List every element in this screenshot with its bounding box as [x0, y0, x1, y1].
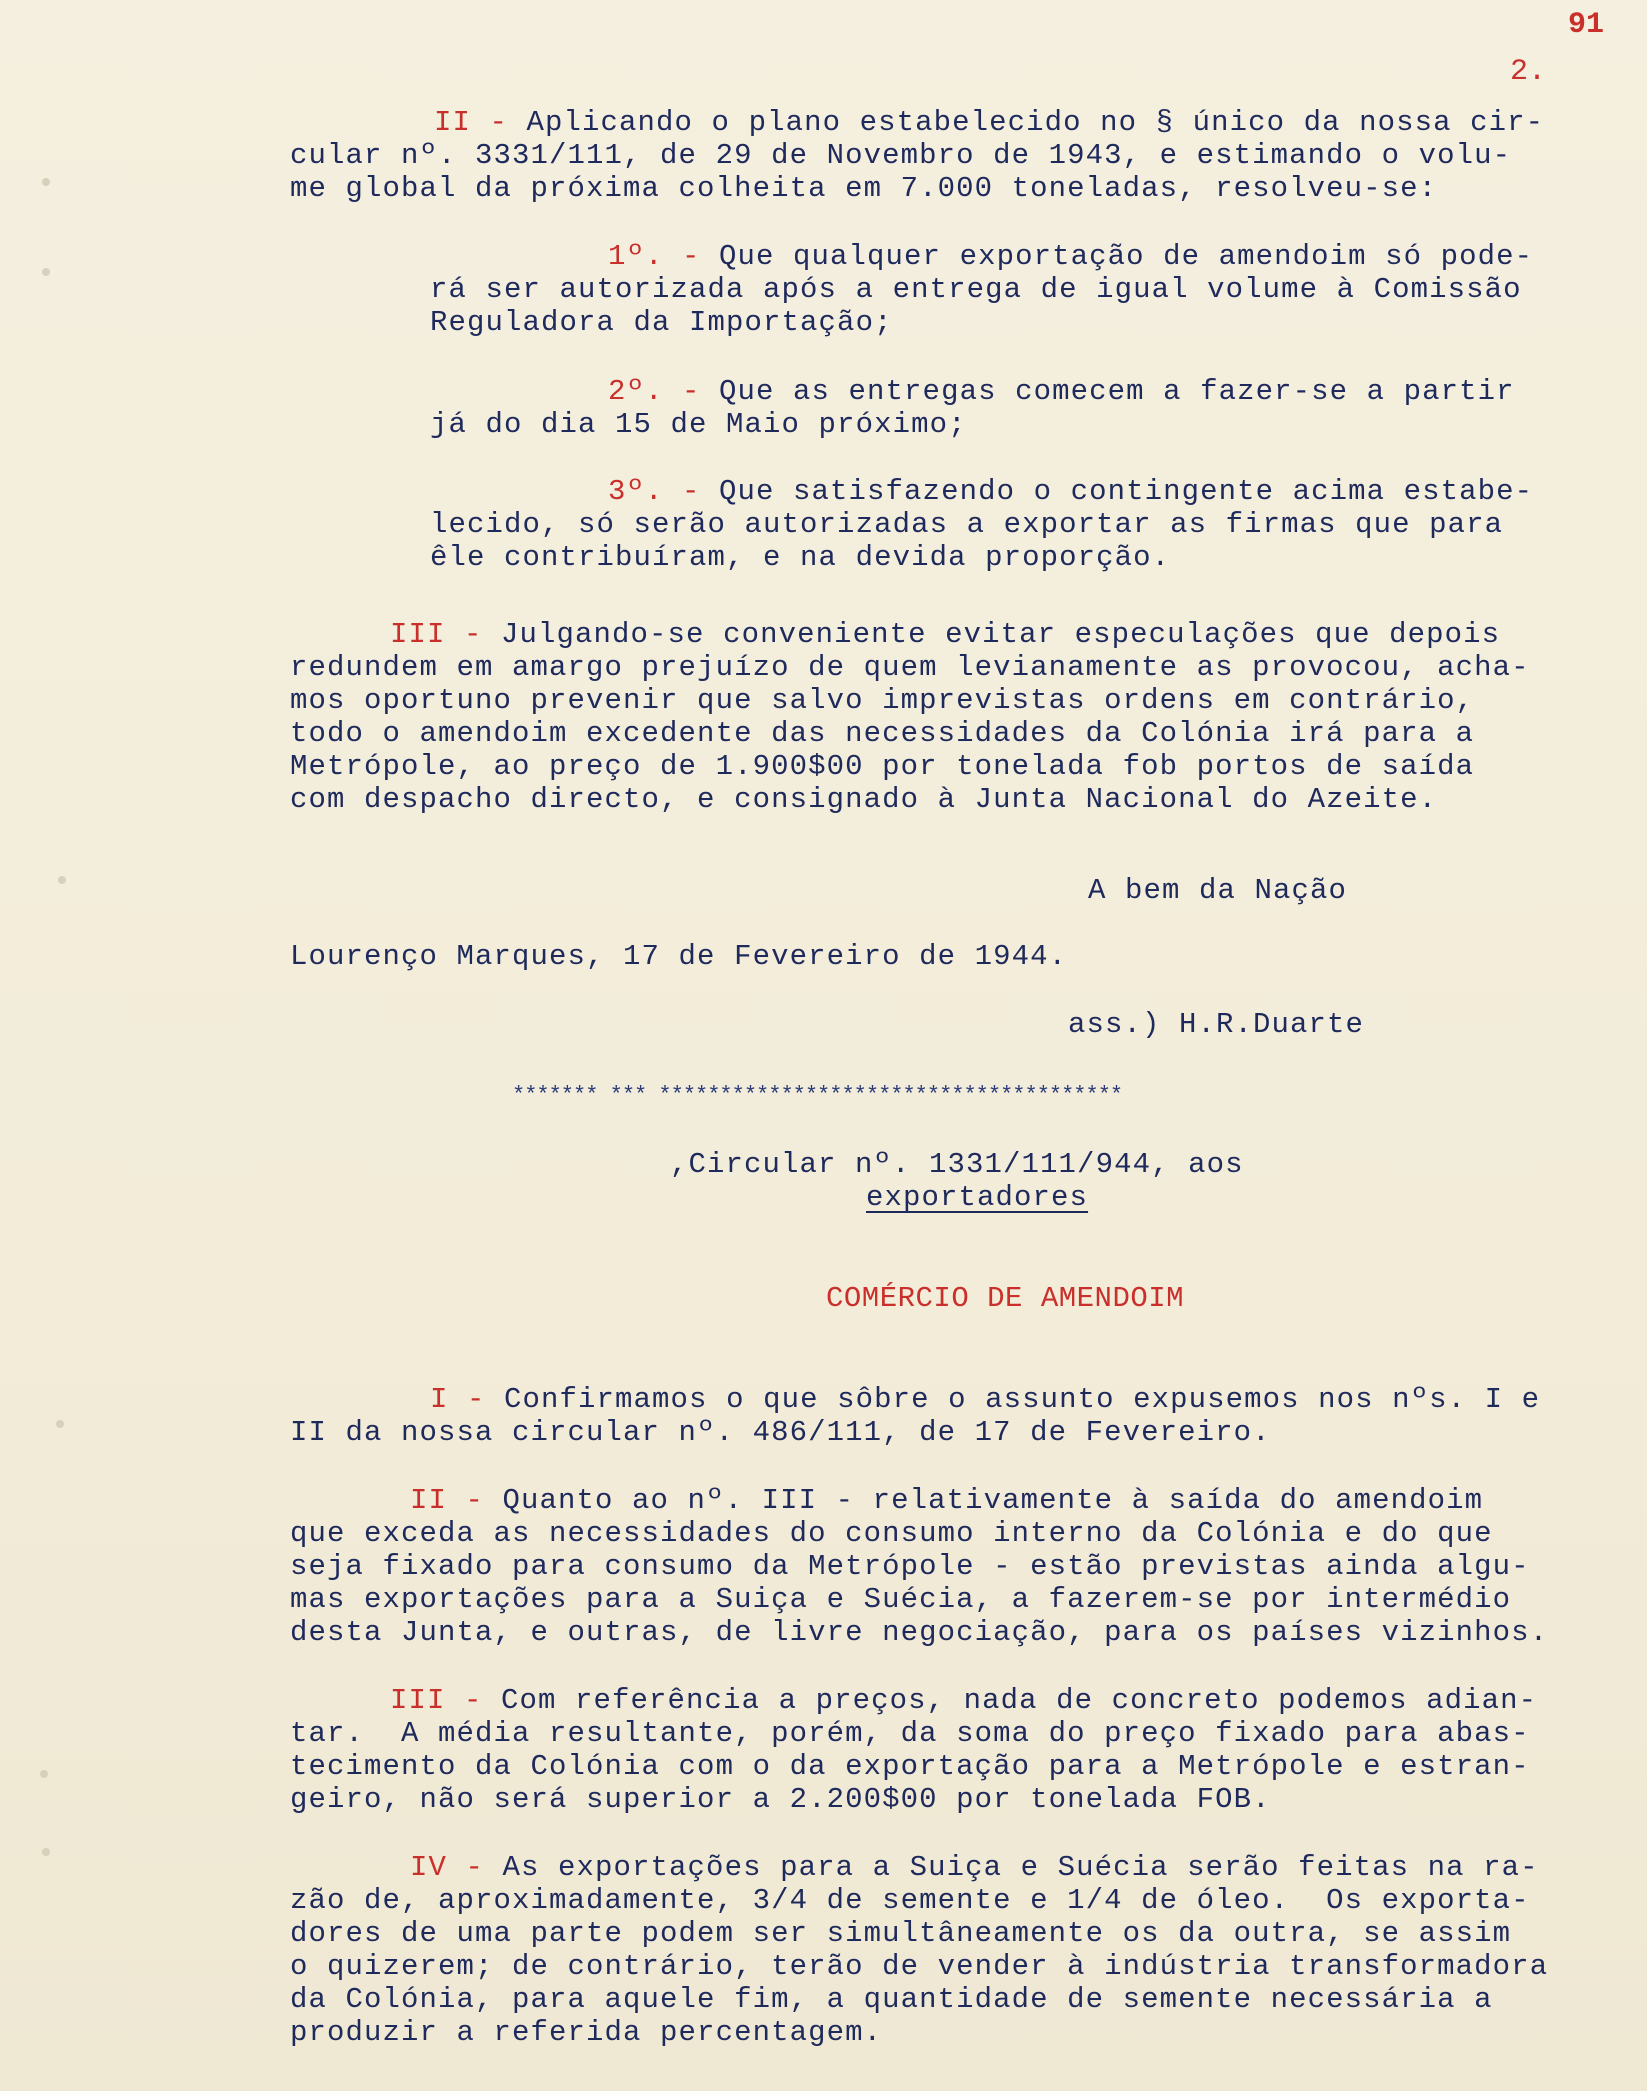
margin-mark	[40, 1770, 48, 1778]
item-2-line-1	[608, 375, 1515, 409]
text: Que satisfazendo o contingente acima estabe-	[719, 475, 1534, 508]
section-label: II -	[410, 1484, 485, 1517]
text: As exportações para a Suiça e Suécia serão feitas na ra-	[502, 1851, 1539, 1884]
c-section-I-line-2: II da nossa circular nº. 486/111, de 17 de Fevereiro.	[290, 1416, 1271, 1449]
section-II-line-3: me global da próxima colheita em 7.000 toneladas, resolveu-se:	[290, 172, 1438, 205]
item-3-line-1	[608, 475, 1533, 509]
margin-mark	[58, 876, 66, 884]
margin-mark	[42, 268, 50, 276]
item-1-line-1	[608, 240, 1533, 274]
c-section-II-line-5: desta Junta, e outras, de livre negociação, para os países vizinhos.	[290, 1616, 1549, 1649]
c-section-IV-line-3: dores de uma parte podem ser simultâneamente os da outra, se assim	[290, 1917, 1512, 1950]
c-section-IV-line-5: da Colónia, para aquele fim, a quantidade de semente necessária a	[290, 1983, 1493, 2016]
c-section-III-line-2: tar. A média resultante, porém, da soma do preço fixado para abas-	[290, 1717, 1530, 1750]
section-label: IV -	[410, 1851, 485, 1884]
section-III-line-6: com despacho directo, e consignado à Junta Nacional do Azeite.	[290, 783, 1438, 816]
section-III-line-2: redundem em amargo prejuízo de quem levianamente as provocou, acha-	[290, 651, 1530, 684]
folio-number: 91	[1568, 8, 1605, 42]
c-section-III-line-1	[390, 1684, 1537, 1718]
c-section-II-line-1	[410, 1484, 1483, 1518]
c-section-IV-line-2: zão de, aproximadamente, 3/4 de semente e 1/4 de óleo. Os exporta-	[290, 1884, 1530, 1917]
circular-heading: COMÉRCIO DE AMENDOIM	[826, 1282, 1185, 1315]
section-label: II -	[434, 106, 509, 139]
text: Que as entregas comecem a fazer-se a partir	[719, 375, 1515, 408]
margin-mark	[42, 1848, 50, 1856]
text: Confirmamos o que sôbre o assunto expusemos nos nºs. I e	[504, 1383, 1541, 1416]
text: Aplicando o plano estabelecido no § único da nossa cir-	[526, 106, 1545, 139]
section-label: III -	[390, 1684, 483, 1717]
c-section-II-line-3: seja fixado para consumo da Metrópole - estão previstas ainda algu-	[290, 1550, 1530, 1583]
item-1-line-2: rá ser autorizada após a entrega de igual volume à Comissão	[430, 273, 1522, 306]
signature: ass.) H.R.Duarte	[1068, 1008, 1365, 1041]
separator-line: ******* *** **************************************	[512, 1083, 1123, 1108]
c-section-I-line-1	[430, 1383, 1540, 1417]
text: Julgando-se conveniente evitar especulações que depois	[501, 618, 1501, 651]
margin-mark	[42, 178, 50, 186]
c-section-III-line-4: geiro, não será superior a 2.200$00 por tonelada FOB.	[290, 1783, 1271, 1816]
section-label: I -	[430, 1383, 486, 1416]
item-2-line-2: já do dia 15 de Maio próximo;	[430, 408, 967, 441]
place-date: Lourenço Marques, 17 de Fevereiro de 1944.	[290, 940, 1068, 973]
item-label: 3º. -	[608, 475, 701, 508]
c-section-II-line-2: que exceda as necessidades do consumo interno da Colónia e do que	[290, 1517, 1493, 1550]
text: Quanto ao nº. III - relativamente à saída do amendoim	[502, 1484, 1484, 1517]
section-label: III -	[390, 618, 483, 651]
circular-recipients: exportadores	[866, 1181, 1089, 1214]
c-section-III-line-3: tecimento da Colónia com o da exportação para a Metrópole e estran-	[290, 1750, 1530, 1783]
section-II-line-2: cular nº. 3331/111, de 29 de Novembro de 1943, e estimando o volu-	[290, 139, 1512, 172]
page-number: 2.	[1510, 55, 1547, 89]
c-section-IV-line-6: produzir a referida percentagem.	[290, 2016, 883, 2049]
section-III-line-3: mos oportuno prevenir que salvo imprevistas ordens em contrário,	[290, 684, 1475, 717]
salutation: A bem da Nação	[1088, 874, 1348, 907]
text: Que qualquer exportação de amendoim só pode-	[719, 240, 1534, 273]
c-section-IV-line-4: o quizerem; de contrário, terão de vender à indústria transformadora	[290, 1950, 1549, 1983]
section-III-line-4: todo o amendoim excedente das necessidades da Colónia irá para a	[290, 717, 1475, 750]
text: Com referência a preços, nada de concreto podemos adian-	[501, 1684, 1538, 1717]
c-section-II-line-4: mas exportações para a Suiça e Suécia, a fazerem-se por intermédio	[290, 1583, 1512, 1616]
section-III-line-1	[390, 618, 1500, 652]
c-section-IV-line-1	[410, 1851, 1539, 1885]
circular-reference: ,Circular nº. 1331/111/944, aos	[670, 1148, 1244, 1181]
section-II-line-1	[434, 106, 1544, 140]
section-III-line-5: Metrópole, ao preço de 1.900$00 por tonelada fob portos de saída	[290, 750, 1475, 783]
margin-mark	[56, 1420, 64, 1428]
item-1-line-3: Reguladora da Importação;	[430, 306, 893, 339]
item-3-line-3: êle contribuíram, e na devida proporção.	[430, 541, 1171, 574]
item-label: 1º. -	[608, 240, 701, 273]
item-3-line-2: lecido, só serão autorizadas a exportar as firmas que para	[430, 508, 1504, 541]
item-label: 2º. -	[608, 375, 701, 408]
